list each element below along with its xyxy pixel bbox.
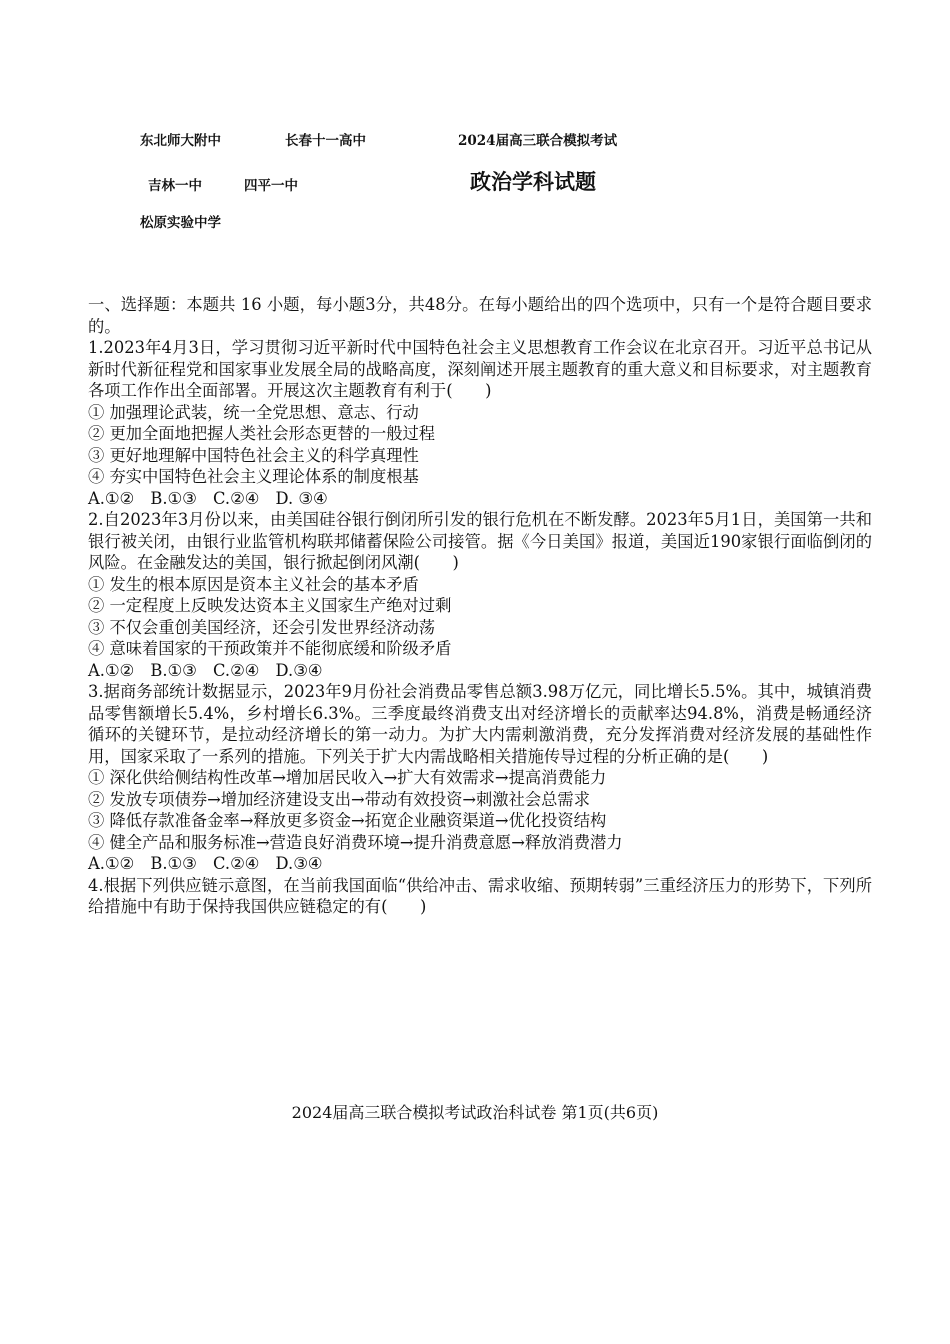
question-content (88, 294, 872, 918)
page-footer: 2024届高三联合模拟考试政治科试卷 第1页(共6页) (291, 1103, 659, 1122)
school-name: 四平一中 (244, 178, 298, 194)
option: ② 一定程度上反映发达资本主义国家生产绝对过剩 (88, 596, 452, 615)
option: ③ 降低存款准备金率→释放更多资金→拓宽企业融资渠道→优化投资结构 (88, 811, 607, 830)
school-name: 吉林一中 (148, 178, 202, 194)
question (88, 875, 872, 918)
option: ③ 不仅会重创美国经济，还会引发世界经济动荡 (88, 617, 436, 637)
question (88, 509, 872, 681)
question-stem: 4.根据下列供应链示意图，在当前我国面临“供给冲击、需求收缩、预期转弱”三重经济压力的形势下，下列所给措施中有助于保持我国供应链稳定的有( ) (88, 875, 872, 916)
option: ① 发生的根本原因是资本主义社会的基本矛盾 (88, 574, 419, 594)
option: ② 更加全面地把握人类社会形态更替的一般过程 (88, 424, 436, 443)
answer-choices: A.①② B.①③ C.②④ D.③④ (88, 854, 323, 873)
question (88, 681, 872, 875)
school-name: 东北师大附中 (140, 133, 221, 149)
exam-name: 2024届高三联合模拟考试 (458, 133, 618, 149)
answer-choices: A.①② B.①③ C.②④ D.③④ (88, 660, 323, 680)
question (88, 337, 872, 509)
option: ① 深化供给侧结构性改革→增加居民收入→扩大有效需求→提高消费能力 (88, 768, 607, 787)
option: ④ 健全产品和服务标准→营造良好消费环境→提升消费意愿→释放消费潜力 (88, 832, 623, 852)
option: ④ 意味着国家的干预政策并不能彻底缓和阶级矛盾 (88, 639, 452, 658)
answer-choices: A.①② B.①③ C.②④ D. ③④ (88, 488, 328, 508)
section-intro: 一、选择题：本题共 16 小题，每小题3分，共48分。在每小题给出的四个选项中，只有一个是符合题目要求的。 (88, 295, 872, 336)
option: ③ 更好地理解中国特色社会主义的科学真理性 (88, 445, 419, 465)
school-name: 长春十一高中 (285, 133, 366, 149)
page-title: 政治学科试题 (470, 169, 596, 194)
option: ① 加强理论武装，统一全党思想、意志、行动 (88, 402, 419, 422)
question-stem: 2.自2023年3月份以来，由美国硅谷银行倒闭所引发的银行危机在不断发酵。2023年5月1日，美国第一共和银行被关闭，由银行业监管机构联邦储蓄保险公司接管。据《今日美国》报道，美国近190家银行面临倒闭的风险。在金融发达的美国，银行掀起倒闭风潮( ) (88, 510, 872, 572)
option: ② 发放专项债券→增加经济建设支出→带动有效投资→刺激社会总需求 (88, 789, 590, 809)
school-name: 松原实验中学 (140, 215, 221, 231)
question-stem: 1.2023年4月3日，学习贯彻习近平新时代中国特色社会主义思想教育工作会议在北京召开。习近平总书记从新时代新征程党和国家事业发展全局的战略高度，深刻阐述开展主题教育的重大意义和目标要求，对主题教育各项工作作出全面部署。开展这次主题教育有利于( ) (88, 338, 872, 400)
question-stem: 3.据商务部统计数据显示，2023年9月份社会消费品零售总额3.98万亿元，同比增长5.5%。其中，城镇消费品零售额增长5.4%，乡村增长6.3%。三季度最终消费支出对经济增长的贡献率达94.8%，消费是畅通经济循环的关键环节，是拉动经济增长的第一动力。为扩大内需刺激消费，充分发挥消费对经济发展的基础性作用，国家采取了一系列的措施。下列关于扩大内需战略相关措施传导过程的分析正确的是( ) (88, 682, 872, 766)
option: ④ 夯实中国特色社会主义理论体系的制度根基 (88, 467, 419, 486)
